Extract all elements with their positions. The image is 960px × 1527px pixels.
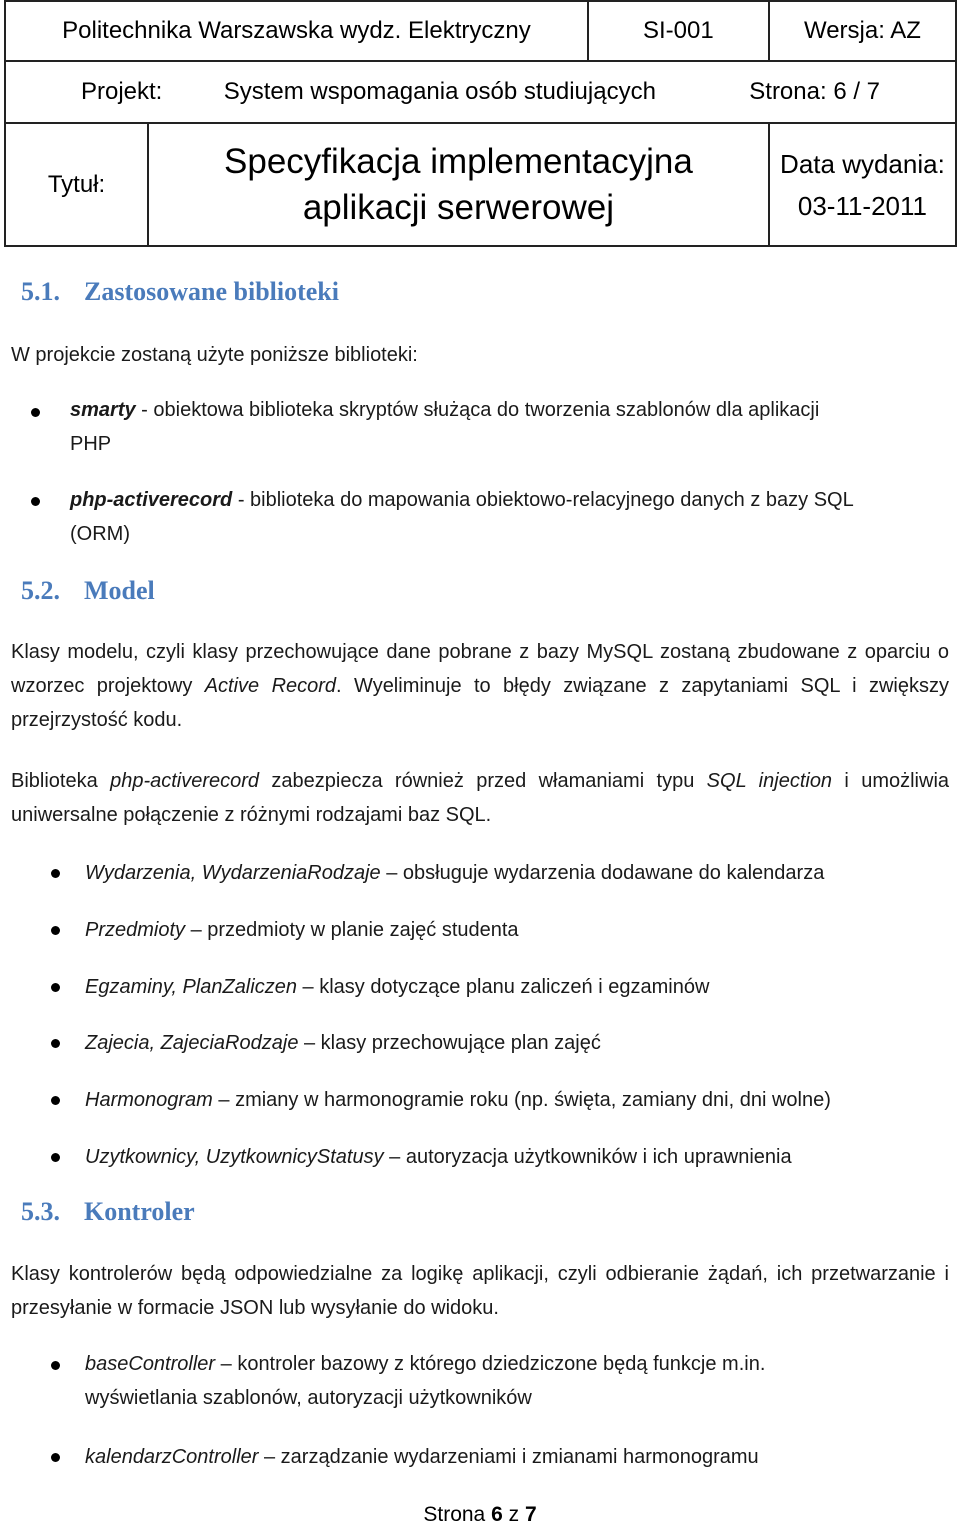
controller-name: baseController xyxy=(85,1353,216,1375)
text-run: Klasy modelu, czyli klasy przechowujące dane pobrane z bazy MySQL zostaną zbudowane z oparciu o wzorzec projektowy xyxy=(11,641,949,697)
paragraph xyxy=(11,635,949,737)
footer-current-page: 6 xyxy=(491,1503,503,1526)
list-item xyxy=(70,483,950,551)
library-name: php-activerecord xyxy=(70,489,233,511)
library-description-cont: (ORM) xyxy=(70,523,130,545)
text-run: zabezpiecza również przed włamaniami typu xyxy=(259,770,707,792)
date-cell xyxy=(769,123,956,246)
date-label: Data wydania: xyxy=(780,148,945,179)
bullet-icon xyxy=(51,1096,60,1105)
footer-text: Strona xyxy=(423,1503,492,1526)
section-number: 5.1. xyxy=(21,277,60,306)
footer-total-pages: 7 xyxy=(524,1503,537,1526)
doc-title-line2: aplikacji serwerowej xyxy=(302,187,615,227)
class-description: – przedmioty w planie zajęć studenta xyxy=(185,919,519,941)
class-name: Harmonogram xyxy=(85,1089,213,1111)
bullet-icon xyxy=(31,497,40,506)
title-cell xyxy=(148,123,769,246)
section-title: Zastosowane biblioteki xyxy=(84,277,339,306)
bullet-icon xyxy=(51,869,60,878)
date-value: 03-11-2011 xyxy=(797,190,927,221)
class-description: – obsługuje wydarzenia dodawane do kalendarza xyxy=(380,862,825,884)
section-heading-5-2 xyxy=(21,576,155,606)
class-description: – klasy przechowujące plan zajęć xyxy=(298,1032,601,1054)
bullet-icon xyxy=(31,408,40,417)
bullet-icon xyxy=(51,926,60,935)
class-name: Zajecia, ZajeciaRodzaje xyxy=(85,1032,299,1054)
list-item xyxy=(85,856,824,890)
doc-title-line1: Specyfikacja implementacyjna xyxy=(224,141,693,181)
controller-description: – kontroler bazowy z którego dziedziczone będą funkcje m.in. xyxy=(215,1353,766,1375)
text-run: i umożliwia uniwersalne połączenie z różnymi rodzajami baz SQL. xyxy=(11,770,950,826)
class-description: – autoryzacja użytkowników i ich uprawnienia xyxy=(383,1146,792,1168)
library-name: smarty xyxy=(70,399,136,421)
page-footer xyxy=(0,1503,960,1527)
library-description: - biblioteka do mapowania obiektowo-relacyjnego danych z bazy SQL xyxy=(232,489,854,511)
section-number: 5.3. xyxy=(21,1197,60,1226)
controller-description: – zarządzanie wydarzeniami i zmianami harmonogramu xyxy=(258,1446,759,1468)
controller-name: kalendarzController xyxy=(85,1446,259,1468)
project-row xyxy=(5,61,956,123)
paragraph xyxy=(11,764,949,832)
institution-cell: Politechnika Warszawska wydz. Elektryczny xyxy=(5,1,588,61)
paragraph: W projekcie zostaną użyte poniższe biblioteki: xyxy=(11,344,418,366)
text-run: . Wyeliminuje to błędy związane z zapytaniami SQL i zwiększy przejrzystość kodu. xyxy=(11,675,950,731)
project-label: Projekt: xyxy=(80,78,163,105)
footer-text: z xyxy=(502,1503,525,1526)
section-title: Kontroler xyxy=(84,1197,195,1226)
class-name: Egzaminy, PlanZaliczen xyxy=(85,976,297,998)
list-item xyxy=(85,1083,831,1117)
bullet-icon xyxy=(51,983,60,992)
list-item xyxy=(85,913,519,947)
bullet-icon xyxy=(51,1453,60,1462)
library-description: - obiektowa biblioteka skryptów służąca do tworzenia szablonów dla aplikacji xyxy=(135,399,820,421)
emphasis: Active Record xyxy=(204,675,337,697)
section-title: Model xyxy=(84,576,155,605)
library-description-cont: PHP xyxy=(70,433,112,455)
list-item xyxy=(85,1026,601,1060)
list-item xyxy=(85,1140,792,1174)
title-label-cell: Tytuł: xyxy=(5,123,148,246)
class-name: Wydarzenia, WydarzeniaRodzaje xyxy=(85,862,381,884)
page-info: Strona: 6 / 7 xyxy=(749,78,881,105)
paragraph: Klasy kontrolerów będą odpowiedzialne za logikę aplikacji, czyli odbieranie żądań, ich przetwarzanie i przesyłanie w formacie JSON lub wysyłanie do widoku. xyxy=(11,1263,949,1319)
list-item xyxy=(70,393,950,461)
emphasis: SQL injection xyxy=(706,770,833,792)
bullet-icon xyxy=(51,1153,60,1162)
class-name: Przedmioty xyxy=(85,919,186,941)
section-heading-5-1 xyxy=(21,277,339,307)
bullet-icon xyxy=(51,1039,60,1048)
list-item xyxy=(85,1440,759,1474)
section-heading-5-3 xyxy=(21,1197,195,1227)
doc-id-cell: SI-001 xyxy=(588,1,769,61)
section-number: 5.2. xyxy=(21,576,60,605)
bullet-icon xyxy=(51,1361,60,1370)
emphasis: php-activerecord xyxy=(110,770,260,792)
controller-description-cont: wyświetlania szablonów, autoryzacji użytkowników xyxy=(85,1387,532,1409)
list-item xyxy=(85,970,709,1004)
class-name: Uzytkownicy, UzytkownicyStatusy xyxy=(85,1146,384,1168)
project-name: System wspomagania osób studiujących xyxy=(223,78,656,105)
text-run: Biblioteka xyxy=(11,770,111,792)
class-description: – klasy dotyczące planu zaliczeń i egzaminów xyxy=(296,976,710,998)
class-description: – zmiany w harmonogramie roku (np. święta, zamiany dni, dni wolne) xyxy=(212,1089,831,1111)
list-item xyxy=(85,1347,945,1415)
header-table xyxy=(4,0,957,247)
version-cell: Wersja: AZ xyxy=(769,1,956,61)
